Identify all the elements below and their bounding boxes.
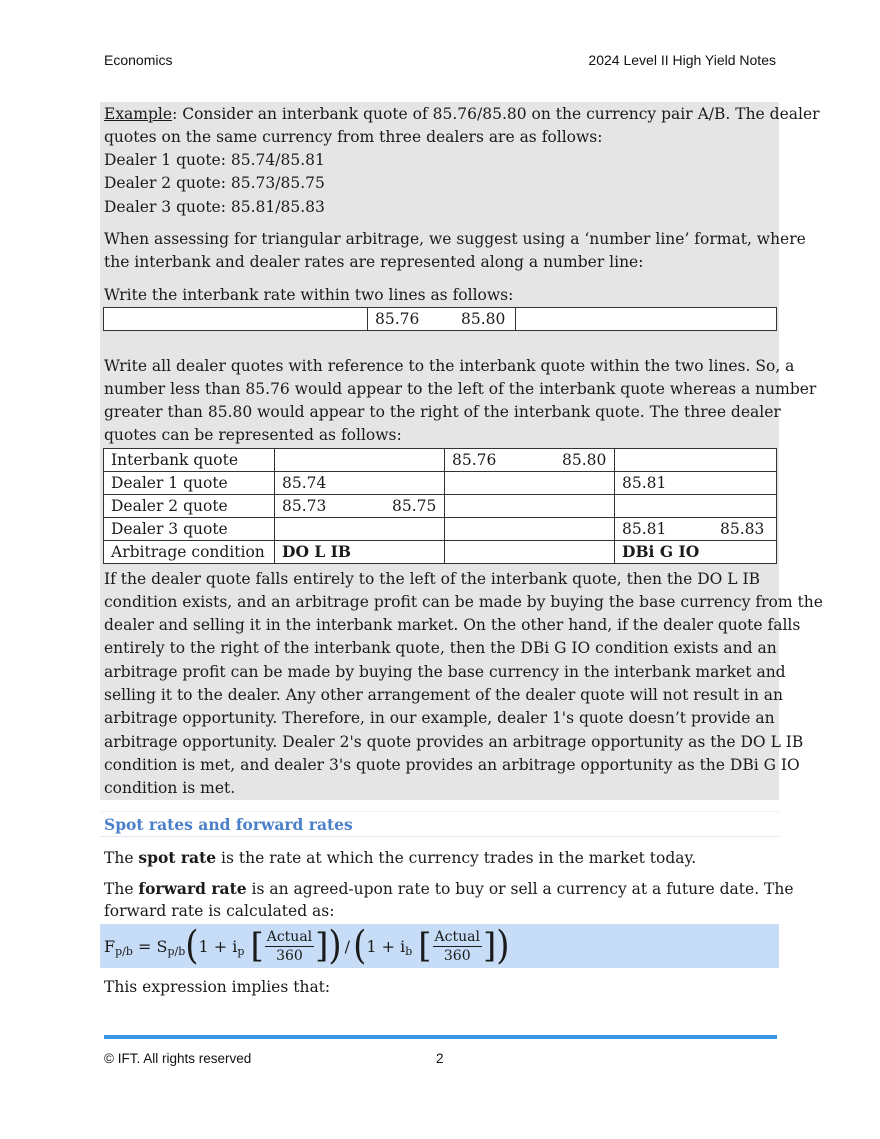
fraction-actual-360: $\frac{\text{Actual}}{360}$ [266,928,313,964]
para5-line-1: If the dealer quote falls entirely to the left of the interbank quote, then the DO L IB [104,570,761,588]
line-left-cell [104,308,368,331]
condition-dbi-g-io: DBi G IO [622,542,700,561]
forward-rate-definition: The forward rate is an agreed-upon rate to buy or sell a currency at a future date. The [104,879,794,898]
para5-line-8: arbitrage opportunity. Dealer 2's quote provides an arbitrage opportunity as the DO L IB [104,733,804,751]
para5-line-9: condition is met, and dealer 3's quote provides an arbitrage opportunity as the DBi G IO [104,756,800,774]
dealer-quote-table [103,448,777,564]
row-label: Dealer 2 quote [104,495,275,518]
dealer-quote-3: Dealer 3 quote: 85.81/85.83 [104,198,325,216]
interbank-number-line [103,307,777,331]
example-line-2: quotes on the same currency from three dealers are as follows: [104,128,603,146]
section-top-rule [100,811,779,812]
table-row: Dealer 3 quote 85.81 85.83 [104,518,777,541]
spot-rate-term: spot rate [138,848,217,867]
example-line-1: Example: Consider an interbank quote of 85.76/85.80 on the currency pair A/B. The dealer [104,105,820,123]
dealer-quote-2: Dealer 2 quote: 85.73/85.75 [104,174,325,192]
para4-line-4: quotes can be represented as follows: [104,426,402,444]
para4-line-2: number less than 85.76 would appear to the left of the interbank quote whereas a number [104,380,817,398]
header-subject: Economics [104,52,173,68]
para5-line-5: arbitrage profit can be made by buying the base currency in the interbank market and [104,663,786,681]
table-row: Dealer 2 quote 85.73 85.75 [104,495,777,518]
footer-copyright: © IFT. All rights reserved [104,1051,252,1066]
forward-rate-formula: F p/b = S p/b ( 1 + i p [ $\frac{\text{Actual}}{360}$ ] ) / ( 1 + i b [ $\frac{\text{Actual}}{360}$ ] ) [100,924,779,968]
forward-rate-term: forward rate [138,879,247,898]
section-heading: Spot rates and forward rates [104,815,353,834]
row-label: Dealer 1 quote [104,472,275,495]
para3: Write the interbank rate within two lines as follows: [104,286,514,304]
para4-line-3: greater than 85.80 would appear to the right of the interbank quote. The three dealer [104,403,781,421]
page-number: 2 [436,1051,444,1066]
spot-rate-definition: The spot rate is the rate at which the currency trades in the market today. [104,848,697,867]
condition-do-l-ib: DO L IB [282,542,351,561]
section-rule [100,836,779,837]
para5-line-2: condition exists, and an arbitrage profit can be made by buying the base currency from the [104,593,823,611]
para4-line-1: Write all dealer quotes with reference to the interbank quote within the two lines. So, a [104,357,795,375]
table-row [104,541,777,564]
fraction-actual-360: $\frac{\text{Actual}}{360}$ [434,928,480,964]
row-label: Interbank quote [104,449,275,472]
line-right-cell [516,308,777,331]
interbank-bid-cell: 85.76 [452,451,497,469]
para2-line-2: the interbank and dealer rates are represented along a number line: [104,253,644,271]
header-title: 2024 Level II High Yield Notes [588,52,776,68]
dealer-quote-1: Dealer 1 quote: 85.74/85.81 [104,151,325,169]
para5-line-4: entirely to the right of the interbank quote, then the DBi G IO condition exists and an [104,639,777,657]
row-label: Dealer 3 quote [104,518,275,541]
para5-line-3: dealer and selling it in the interbank market. On the other hand, if the dealer quote falls [104,616,801,634]
interbank-bid: 85.76 [375,310,420,328]
line-mid-cell [368,308,516,331]
interbank-ask-cell: 85.80 [562,451,607,469]
para2-line-1: When assessing for triangular arbitrage, we suggest using a ‘number line’ format, where [104,230,806,248]
para5-line-7: arbitrage opportunity. Therefore, in our example, dealer 1's quote doesn’t provide an [104,709,775,727]
table-row [104,449,777,472]
footer-rule [104,1035,777,1039]
row-label: Arbitrage condition [104,541,275,564]
forward-rate-line-2: forward rate is calculated as: [104,902,335,920]
table-row: Dealer 1 quote 85.74 85.81 [104,472,777,495]
example-label: Example [104,105,173,123]
para5-line-10: condition is met. [104,779,236,797]
para5-line-6: selling it to the dealer. Any other arrangement of the dealer quote will not result in an [104,686,784,704]
interbank-ask: 85.80 [461,310,506,328]
formula-implication: This expression implies that: [104,978,331,996]
